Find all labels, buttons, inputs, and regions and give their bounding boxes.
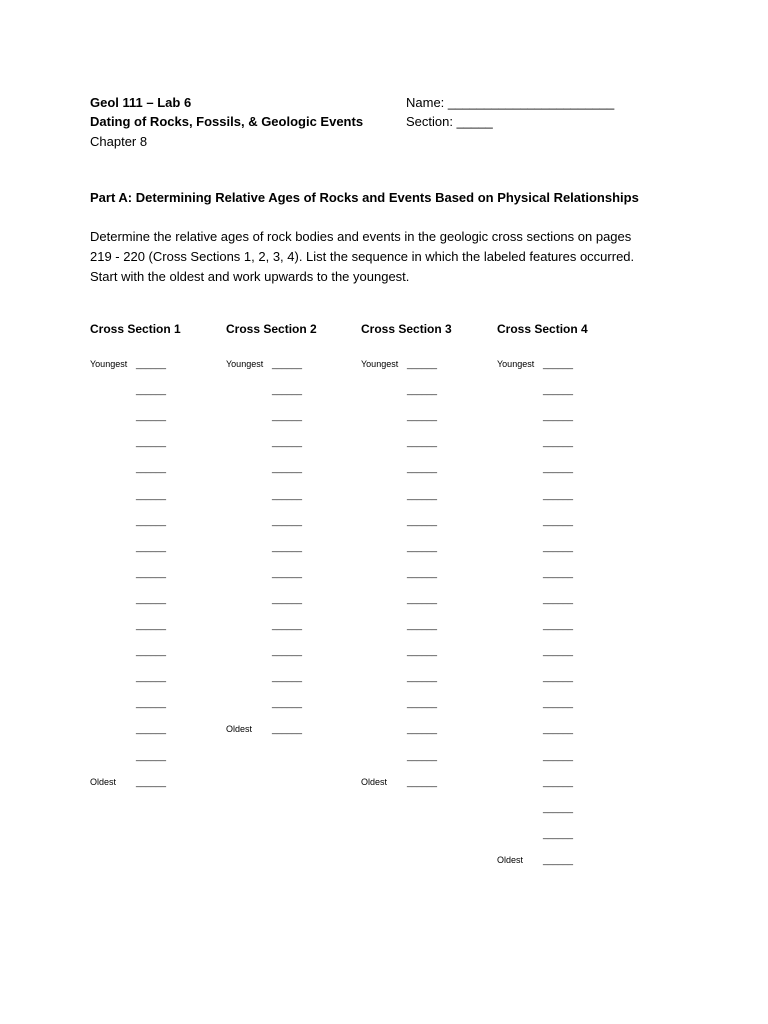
chapter-label: Chapter 8 xyxy=(90,134,148,149)
answer-blank[interactable]: ______ xyxy=(543,411,574,422)
answer-blank[interactable]: ______ xyxy=(272,672,303,683)
answer-blank[interactable]: ______ xyxy=(272,411,303,422)
answer-blank[interactable]: ______ xyxy=(136,385,167,396)
answer-blank[interactable]: ______ xyxy=(543,750,574,761)
answer-blank[interactable]: ______ xyxy=(136,437,167,448)
instructions-line: 219 - 220 (Cross Sections 1, 2, 3, 4). List the sequence in which the labeled features occurred. xyxy=(90,249,635,264)
answer-blank[interactable]: ______ xyxy=(543,541,574,552)
youngest-label: Youngest xyxy=(361,359,399,369)
section-field[interactable]: Section: _____ xyxy=(406,114,493,129)
answer-blank[interactable]: ______ xyxy=(407,437,438,448)
answer-blank[interactable]: ______ xyxy=(272,359,303,369)
answer-blank[interactable]: ______ xyxy=(543,776,574,787)
answer-blank[interactable]: ______ xyxy=(543,489,574,500)
answer-blank[interactable]: ______ xyxy=(136,646,167,657)
answer-blank[interactable]: ______ xyxy=(136,776,167,787)
answer-blank[interactable]: ______ xyxy=(407,750,438,761)
answer-blank[interactable]: ______ xyxy=(136,359,167,369)
answer-blank[interactable]: ______ xyxy=(407,385,438,396)
instructions-line: Determine the relative ages of rock bodies and events in the geologic cross sections on pages xyxy=(90,229,632,244)
answer-blank[interactable]: ______ xyxy=(543,437,574,448)
column-title: Cross Section 2 xyxy=(226,322,317,336)
answer-blank[interactable]: ______ xyxy=(272,567,303,578)
name-field[interactable]: Name: _______________________ xyxy=(406,95,615,110)
column-title: Cross Section 3 xyxy=(361,322,452,336)
answer-blank[interactable]: ______ xyxy=(407,567,438,578)
answer-blank[interactable]: ______ xyxy=(407,359,438,369)
answer-blank[interactable]: ______ xyxy=(407,411,438,422)
column-title: Cross Section 1 xyxy=(90,322,181,336)
answer-blank[interactable]: ______ xyxy=(272,489,303,500)
instructions-line: Start with the oldest and work upwards to the youngest. xyxy=(90,269,410,284)
answer-blank[interactable]: ______ xyxy=(543,463,574,474)
answer-blank[interactable]: ______ xyxy=(407,620,438,630)
answer-blank[interactable]: ______ xyxy=(407,672,438,683)
answer-blank[interactable]: ______ xyxy=(407,776,438,787)
answer-blank[interactable]: ______ xyxy=(272,541,303,552)
youngest-label: Youngest xyxy=(226,359,264,369)
answer-blank[interactable]: ______ xyxy=(407,724,438,735)
answer-blank[interactable]: ______ xyxy=(407,698,438,709)
answer-blank[interactable]: ______ xyxy=(272,698,303,709)
answer-blank[interactable]: ______ xyxy=(272,385,303,396)
answer-blank[interactable]: ______ xyxy=(407,541,438,552)
answer-blank[interactable]: ______ xyxy=(136,515,167,526)
column-title: Cross Section 4 xyxy=(497,322,588,336)
instructions-paragraph xyxy=(90,227,690,287)
answer-blank[interactable]: ______ xyxy=(543,359,574,369)
answer-blank[interactable]: ______ xyxy=(272,620,303,630)
oldest-label: Oldest xyxy=(226,724,253,735)
answer-blank[interactable]: ______ xyxy=(272,646,303,657)
answer-blank[interactable]: ______ xyxy=(136,411,167,422)
answer-blank[interactable]: ______ xyxy=(407,489,438,500)
answer-blank[interactable]: ______ xyxy=(407,463,438,474)
answer-blank[interactable]: ______ xyxy=(543,620,574,630)
answer-blank[interactable]: ______ xyxy=(136,620,167,630)
oldest-label: Oldest xyxy=(497,854,524,865)
oldest-label: Oldest xyxy=(90,776,117,787)
answer-blank[interactable]: ______ xyxy=(136,541,167,552)
worksheet-subtitle: Dating of Rocks, Fossils, & Geologic Events xyxy=(90,114,364,129)
answer-blank[interactable]: ______ xyxy=(543,567,574,578)
answer-blank[interactable]: ______ xyxy=(136,489,167,500)
answer-blank[interactable]: ______ xyxy=(543,698,574,709)
answer-blank[interactable]: ______ xyxy=(543,854,574,865)
answer-blank[interactable]: ______ xyxy=(136,593,167,604)
part-a-title: Part A: Determining Relative Ages of Rocks and Events Based on Physical Relationships xyxy=(90,190,639,205)
answer-blank[interactable]: ______ xyxy=(272,437,303,448)
answer-blank[interactable]: ______ xyxy=(543,672,574,683)
answer-blank[interactable]: ______ xyxy=(272,515,303,526)
oldest-label: Oldest xyxy=(361,776,388,787)
answer-blank[interactable]: ______ xyxy=(407,593,438,604)
answer-blank[interactable]: ______ xyxy=(136,724,167,735)
answer-blank[interactable]: ______ xyxy=(272,593,303,604)
answer-blank[interactable]: ______ xyxy=(136,672,167,683)
course-title: Geol 111 – Lab 6 xyxy=(90,95,192,110)
answer-blank[interactable]: ______ xyxy=(136,750,167,761)
youngest-label: Youngest xyxy=(497,359,535,369)
answer-blank[interactable]: ______ xyxy=(136,698,167,709)
answer-blank[interactable]: ______ xyxy=(543,593,574,604)
answer-blank[interactable]: ______ xyxy=(136,567,167,578)
answer-blank[interactable]: ______ xyxy=(543,646,574,657)
answer-blank[interactable]: ______ xyxy=(543,385,574,396)
answer-blank[interactable]: ______ xyxy=(407,646,438,657)
answer-blank[interactable]: ______ xyxy=(543,515,574,526)
answer-blank[interactable]: ______ xyxy=(543,828,574,839)
answer-blank[interactable]: ______ xyxy=(136,463,167,474)
answer-blank[interactable]: ______ xyxy=(407,515,438,526)
youngest-label: Youngest xyxy=(90,359,128,369)
answer-blank[interactable]: ______ xyxy=(543,802,574,813)
answer-blank[interactable]: ______ xyxy=(543,724,574,735)
answer-blank[interactable]: ______ xyxy=(272,724,303,735)
answer-blank[interactable]: ______ xyxy=(272,463,303,474)
